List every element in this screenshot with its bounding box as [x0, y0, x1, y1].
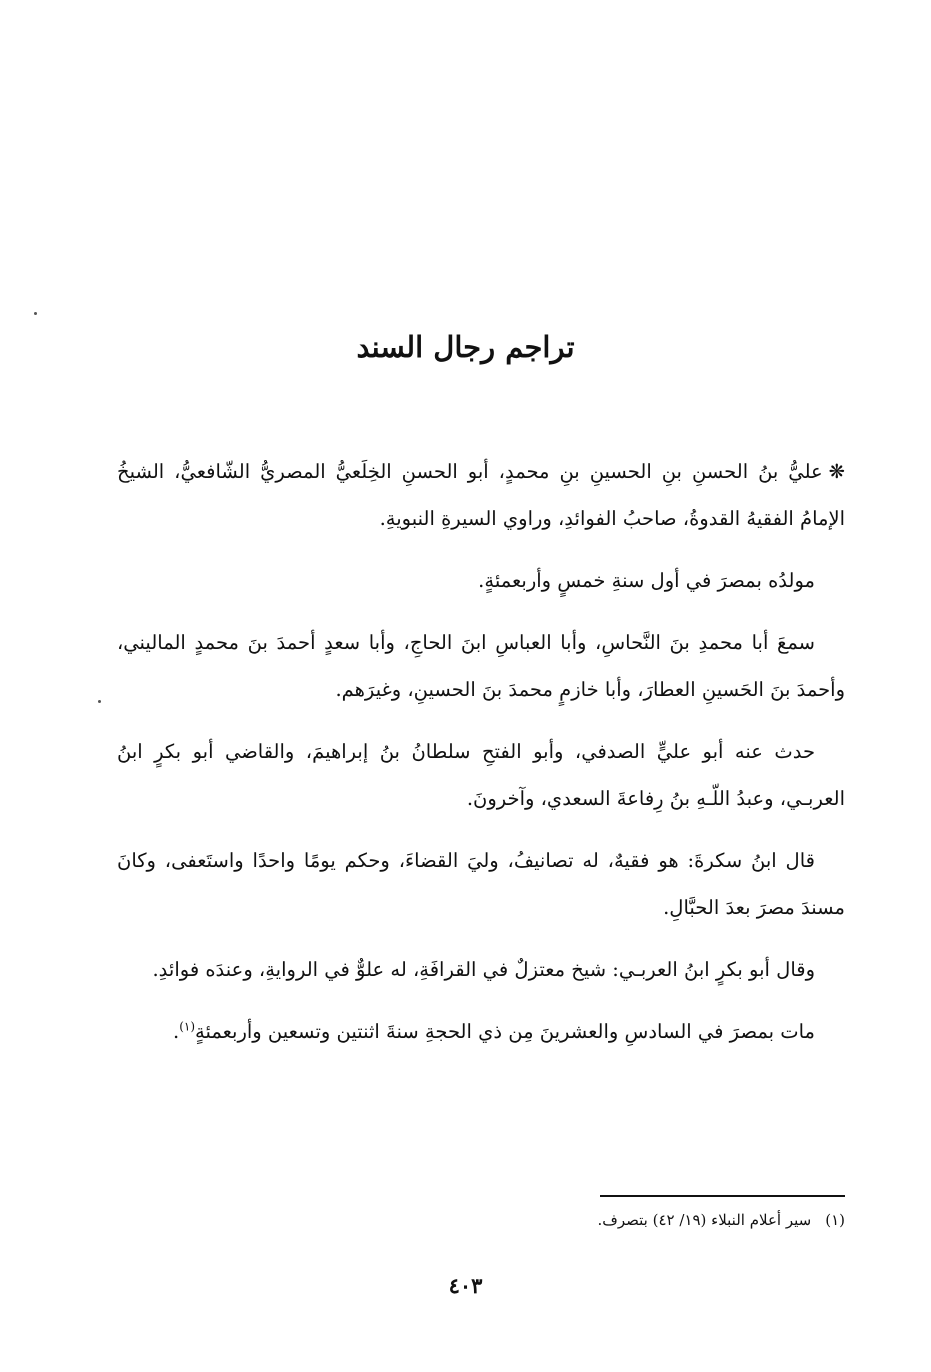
paragraph-ibn-arabi: وقال أبو بكرٍ ابنُ العربـي: شيخ معتزلٌ في القرافَةِ، له علوٌّ في الروايةِ، وعندَه فوائدِ.: [152, 958, 815, 981]
paragraph-death: [117, 1008, 845, 1055]
intro-text: عليُّ بنُ الحسنِ بنِ الحسينِ بنِ محمدٍ، أبو الحسنِ الخِلَعيُّ المصريُّ الشّافعيُّ، الشيخُ الإمامُ الفقيهُ القدوةُ، صاحبُ الفوائدِ، وراوي السيرةِ النبويةِ.: [117, 460, 845, 530]
footnote-reference[interactable]: (١): [179, 1019, 196, 1034]
biography-body: [117, 448, 845, 1070]
footnote-number: (١): [825, 1211, 845, 1229]
paragraph-teachers: سمعَ أبا محمدِ بنَ النَّحاسِ، وأبا العباسِ ابنَ الحاجِ، وأبا سعدٍ أحمدَ بنَ محمدٍ الماليني، وأحمدَ بنَ الحَسينِ العطارَ، وأبا خازمٍ محمدَ بنَ الحسينِ، وغيرَهم.: [117, 631, 845, 701]
scan-speck: [34, 312, 37, 315]
footnote-text: سير أعلام النبلاء (١٩/ ٤٢) بتصرف.: [597, 1211, 812, 1229]
page-title: تراجم رجال السند: [356, 330, 575, 364]
scan-speck: [98, 700, 101, 703]
paragraph-birth: مولدُه بمصرَ في أول سنةِ خمسٍ وأربعمئةٍ.: [478, 569, 815, 592]
death-text-end: .: [172, 1020, 180, 1043]
entry-marker: ❋: [828, 460, 845, 483]
paragraph-students: حدث عنه أبو عليٍّ الصدفي، وأبو الفتحِ سلطانُ بنُ إبراهيمَ، والقاضي أبو بكرٍ ابنُ العربـي، وعبدُ اللّـهِ بنُ رِفاعةَ السعدي، وآخرونَ.: [117, 740, 845, 810]
death-text: مات بمصرَ في السادسِ والعشرينَ مِن ذي الحجةِ سنةَ اثنتين وتسعين وأربعمئةٍ: [195, 1020, 815, 1043]
footnote: [400, 1211, 845, 1229]
footnote-divider: [600, 1195, 845, 1197]
paragraph-ibn-sukkara: قال ابنُ سكرةَ: هو فقيهٌ، له تصانيفُ، وليَ القضاءَ، وحكم يومًا واحدًا واستَعفى، وكانَ مسندَ مصرَ بعدَ الحبَّالِ.: [117, 849, 845, 919]
intro-paragraph: [117, 448, 845, 542]
page-number: ٤٠٣: [448, 1273, 483, 1298]
